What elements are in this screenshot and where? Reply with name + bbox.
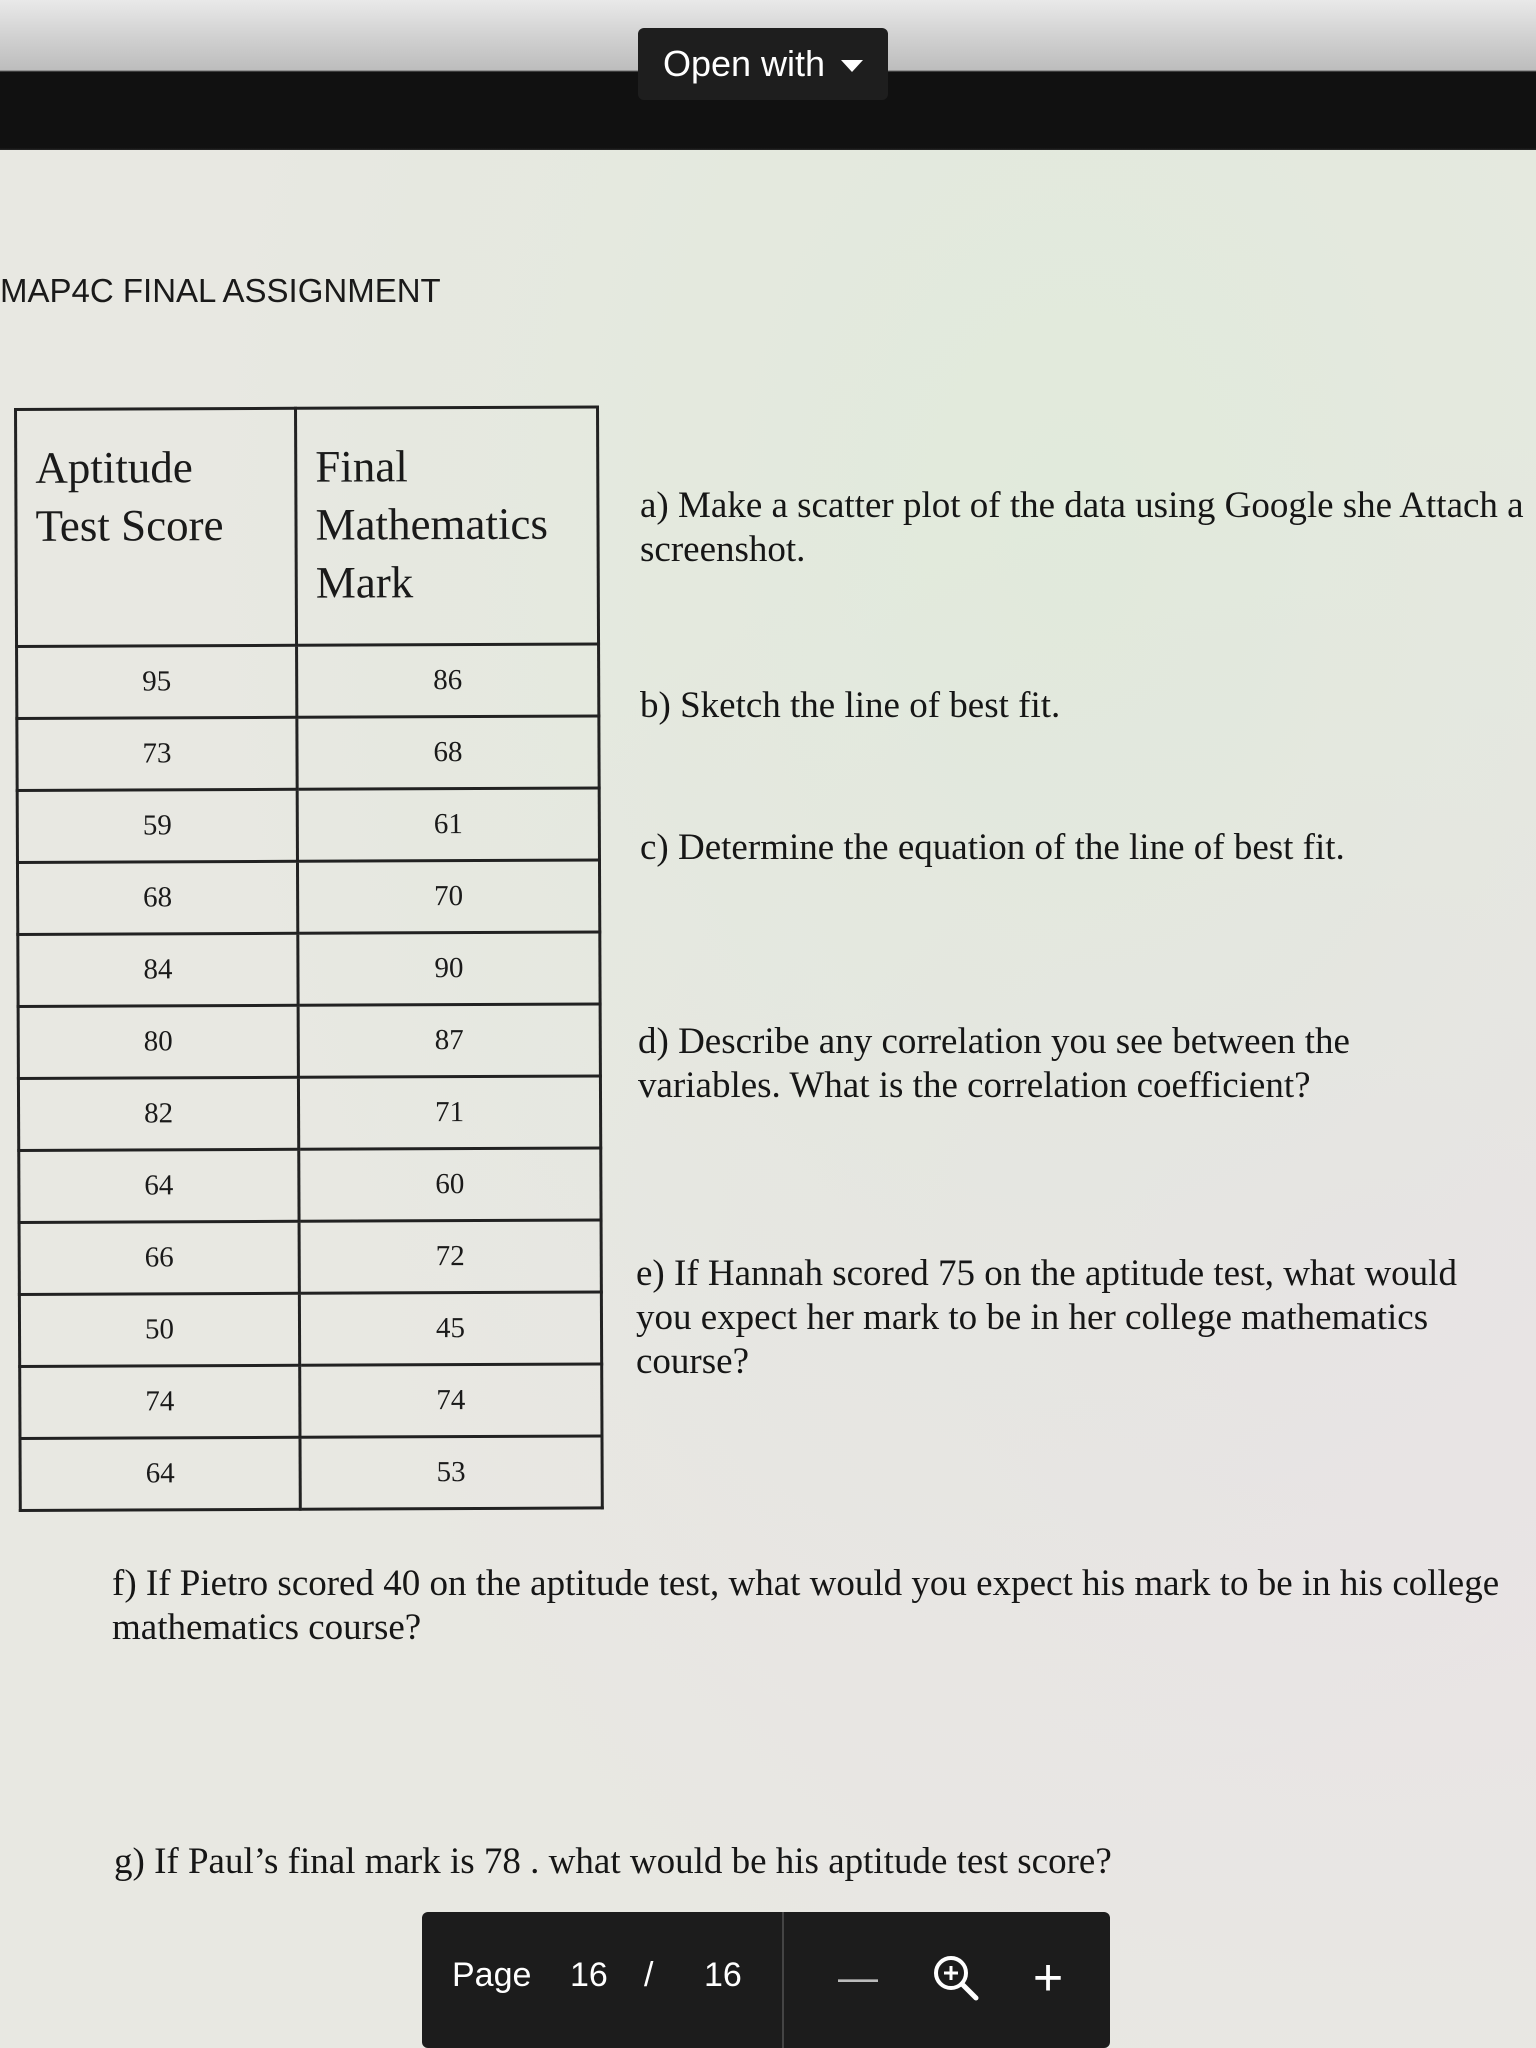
aptitude-cell: 80 — [18, 1005, 298, 1078]
aptitude-cell: 74 — [20, 1365, 300, 1438]
zoom-magnifier-button[interactable] — [916, 1938, 996, 2018]
mark-cell: 60 — [299, 1148, 601, 1221]
table-row — [19, 1148, 601, 1223]
data-table — [14, 405, 604, 1512]
aptitude-cell: 59 — [17, 789, 297, 862]
zoom-out-button[interactable] — [818, 1938, 898, 2018]
question-b: b) Sketch the line of best fit. — [640, 685, 1061, 726]
chevron-down-icon — [841, 60, 863, 72]
minus-icon: — — [838, 1955, 878, 2000]
aptitude-cell: 50 — [19, 1293, 299, 1366]
aptitude-cell: 95 — [17, 645, 297, 718]
table-row — [18, 1004, 600, 1079]
current-page-number[interactable]: 16 — [570, 1956, 608, 1994]
table-row — [19, 1220, 601, 1295]
header-final-mark: Final Mathematics Mark — [296, 407, 599, 645]
mark-cell: 45 — [299, 1292, 601, 1365]
toolbar-divider — [782, 1912, 784, 2048]
page-label: Page — [452, 1956, 532, 1994]
page-separator: / — [644, 1956, 654, 1994]
plus-icon: + — [1032, 1949, 1064, 2007]
aptitude-cell: 84 — [18, 933, 298, 1006]
page-navigation-toolbar — [422, 1912, 1110, 2048]
mark-cell: 90 — [298, 932, 600, 1005]
mark-cell: 86 — [297, 644, 599, 717]
question-f: f) If Pietro scored 40 on the aptitude test, what would you expect his mark to be in his college mathematics course? — [112, 1563, 1500, 1648]
aptitude-cell: 68 — [17, 861, 297, 934]
total-pages: 16 — [704, 1956, 742, 1994]
question-a: a) Make a scatter plot of the data using Google she Attach a screenshot. — [640, 485, 1524, 570]
page-title: MAP4C FINAL ASSIGNMENT — [0, 272, 441, 309]
viewer-top-bar — [0, 0, 1536, 150]
table-row — [17, 716, 599, 791]
table-row — [17, 860, 599, 935]
mark-cell: 87 — [298, 1004, 600, 1077]
zoom-in-icon — [930, 1952, 982, 2004]
table-row — [17, 644, 599, 719]
mark-cell: 72 — [299, 1220, 601, 1293]
zoom-in-button[interactable] — [1008, 1938, 1088, 2018]
aptitude-cell: 64 — [19, 1149, 299, 1222]
table-row — [20, 1364, 602, 1439]
open-with-label: Open with — [662, 43, 826, 84]
mark-cell: 53 — [300, 1436, 602, 1509]
aptitude-cell: 82 — [18, 1077, 298, 1150]
table-row — [18, 1076, 600, 1151]
question-g: g) If Paul’s final mark is 78 . what would be his aptitude test score? — [114, 1841, 1112, 1882]
table-row — [19, 1292, 601, 1367]
table-row — [18, 932, 600, 1007]
aptitude-cell: 64 — [20, 1437, 300, 1510]
header-aptitude: Aptitude Test Score — [16, 408, 297, 646]
question-c: c) Determine the equation of the line of best fit. — [640, 827, 1345, 868]
table-row — [20, 1436, 602, 1511]
aptitude-cell: 73 — [17, 717, 297, 790]
mark-cell: 61 — [297, 788, 599, 861]
question-e: e) If Hannah scored 75 on the aptitude test, what would you expect her mark to be in her college mathematics course? — [636, 1253, 1457, 1382]
mark-cell: 70 — [297, 860, 599, 933]
table-header-row — [16, 407, 599, 647]
mark-cell: 71 — [298, 1076, 600, 1149]
open-with-button[interactable] — [638, 28, 888, 100]
aptitude-cell: 66 — [19, 1221, 299, 1294]
mark-cell: 74 — [300, 1364, 602, 1437]
table-row — [17, 788, 599, 863]
mark-cell: 68 — [297, 716, 599, 789]
question-d: d) Describe any correlation you see between the variables. What is the correlation coefficient? — [638, 1021, 1350, 1106]
